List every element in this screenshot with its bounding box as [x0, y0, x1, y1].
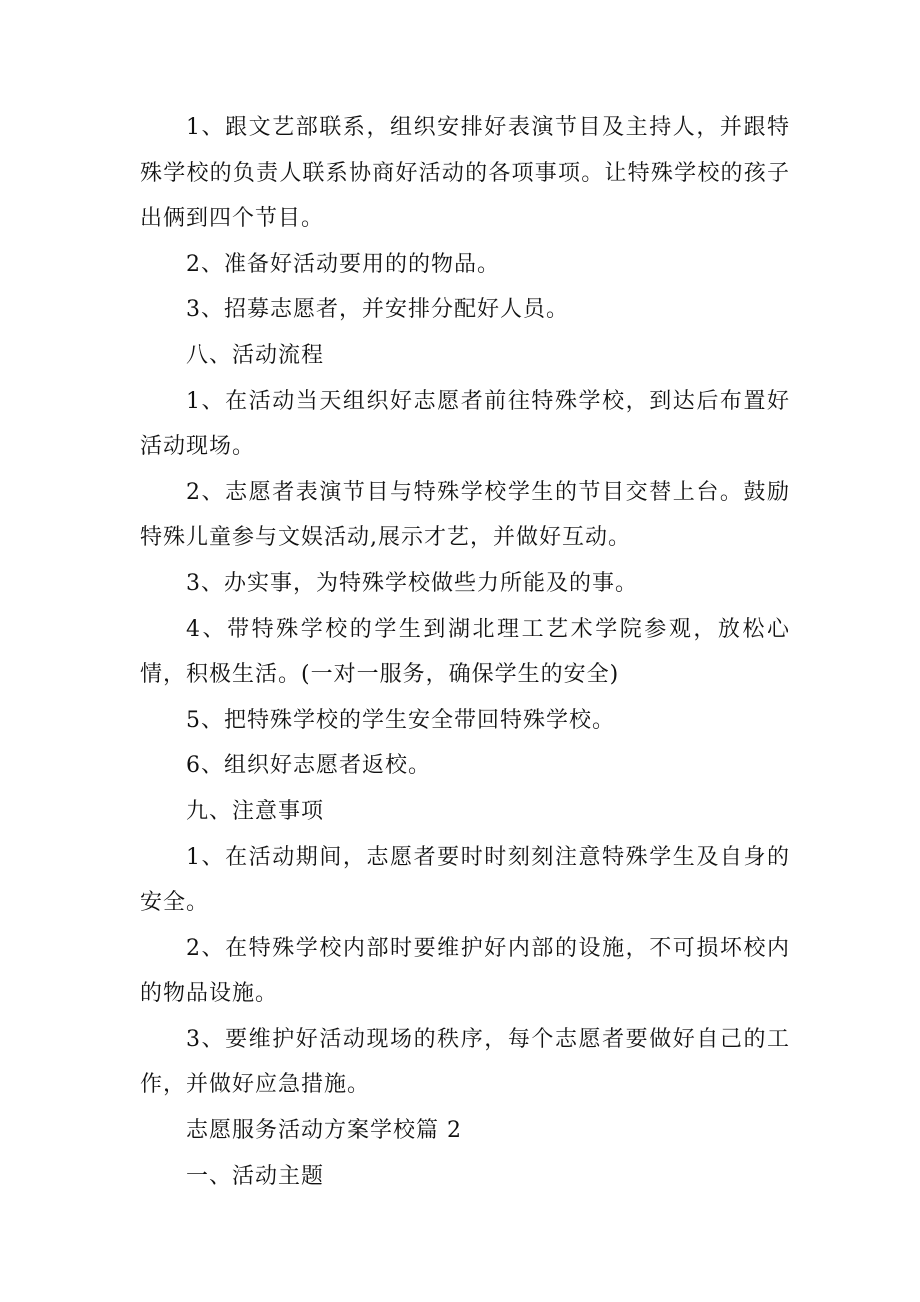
- section-heading-notes: 九、注意事项: [186, 798, 325, 824]
- paragraph-process-6: 6、组织好志愿者返校。: [186, 753, 431, 779]
- paragraph-process-5: 5、把特殊学校的学生安全带回特殊学校。: [186, 707, 615, 733]
- paragraph-notes-2: 2、在特殊学校内部时要维护好内部的设施，不可损坏校内的物品设施。: [140, 935, 790, 1007]
- paragraph-process-3: 3、办实事，为特殊学校做些力所能及的事。: [186, 570, 638, 596]
- paragraph-process-1: 1、在活动当天组织好志愿者前往特殊学校，到达后布置好活动现场。: [140, 388, 790, 460]
- paragraph-notes-1: 1、在活动期间，志愿者要时时刻刻注意特殊学生及自身的安全。: [140, 844, 790, 916]
- paragraph-process-4: 4、带特殊学校的学生到湖北理工艺术学院参观，放松心情，积极生活。(一对一服务，确保学生的安全): [140, 616, 790, 688]
- paragraph-prep-2: 2、准备好活动要用的的物品。: [186, 251, 500, 277]
- paragraph-prep-1: 1、跟文艺部联系，组织安排好表演节目及主持人，并跟特殊学校的负责人联系协商好活动的各项事项。让特殊学校的孩子出俩到四个节目。: [140, 115, 790, 232]
- paragraph-prep-3: 3、招募志愿者，并安排分配好人员。: [186, 297, 569, 323]
- section-heading-theme: 一、活动主题: [186, 1163, 325, 1189]
- paragraph-process-2: 2、志愿者表演节目与特殊学校学生的节目交替上台。鼓励特殊儿童参与文娱活动,展示才艺，并做好互动。: [140, 479, 790, 551]
- document-body: [140, 105, 790, 1199]
- article-title-part-2: 志愿服务活动方案学校篇 2: [186, 1118, 462, 1144]
- section-heading-process: 八、活动流程: [186, 342, 325, 368]
- paragraph-notes-3: 3、要维护好活动现场的秩序，每个志愿者要做好自己的工作，并做好应急措施。: [140, 1026, 790, 1098]
